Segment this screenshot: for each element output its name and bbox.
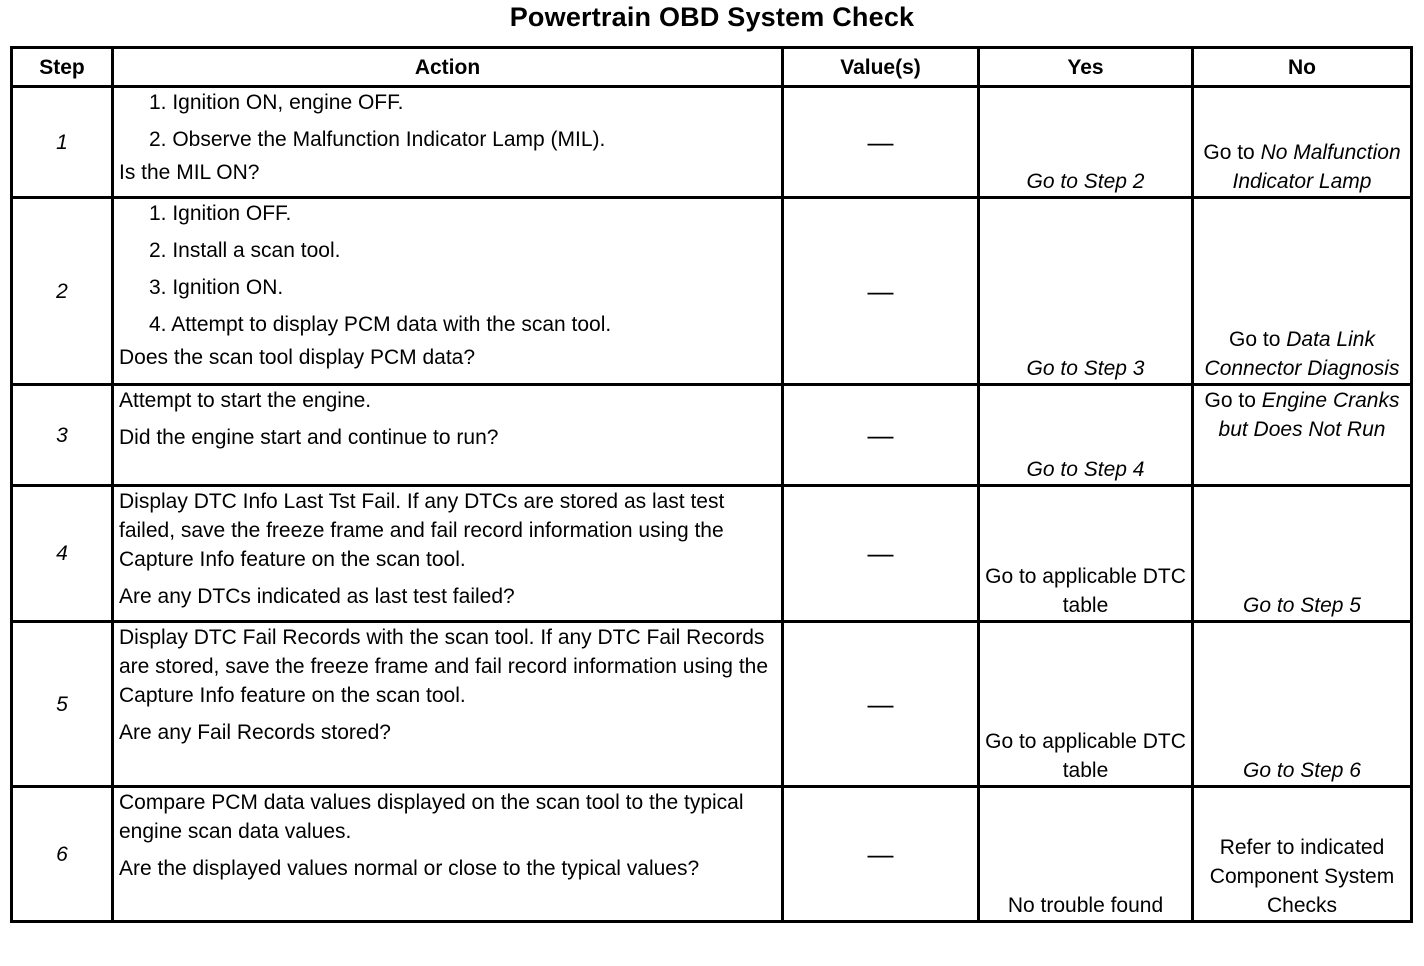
value-cell: — bbox=[783, 198, 979, 385]
action-question: Does the scan tool display PCM data? bbox=[119, 346, 476, 369]
action-item: 1. Ignition ON, engine OFF. bbox=[149, 91, 404, 114]
header-yes: Yes bbox=[979, 48, 1193, 87]
table-row bbox=[12, 198, 1412, 385]
table-row bbox=[12, 486, 1412, 622]
yes-cell bbox=[979, 787, 1193, 922]
value-cell: — bbox=[783, 787, 979, 922]
no-link[interactable]: Go to Step 5 bbox=[1243, 594, 1361, 617]
value-cell: — bbox=[783, 622, 979, 787]
table-row bbox=[12, 787, 1412, 922]
action-item: 3. Ignition ON. bbox=[149, 276, 284, 299]
step-number: 5 bbox=[12, 622, 113, 787]
table-row bbox=[12, 622, 1412, 787]
no-cell bbox=[1193, 787, 1412, 922]
table-row bbox=[12, 87, 1412, 198]
action-text: Display DTC Fail Records with the scan tool. If any DTC Fail Records are stored, save the freeze frame and fail record information using the Capture Info feature on the scan tool. bbox=[119, 626, 769, 707]
obd-check-table bbox=[10, 46, 1413, 923]
no-link[interactable]: Data Link Connector Diagnosis bbox=[1204, 328, 1400, 380]
yes-cell bbox=[979, 622, 1193, 787]
step-number: 6 bbox=[12, 787, 113, 922]
yes-cell bbox=[979, 486, 1193, 622]
step-number: 1 bbox=[12, 87, 113, 198]
action-cell bbox=[113, 385, 783, 486]
yes-link[interactable]: Go to applicable DTC table bbox=[985, 730, 1186, 782]
action-item: 4. Attempt to display PCM data with the scan tool. bbox=[149, 313, 612, 336]
action-cell bbox=[113, 787, 783, 922]
action-item: 1. Ignition OFF. bbox=[149, 202, 292, 225]
action-text: Compare PCM data values displayed on the scan tool to the typical engine scan data values. bbox=[119, 791, 744, 843]
no-prefix: Go to bbox=[1229, 328, 1287, 351]
value-cell: — bbox=[783, 87, 979, 198]
action-cell bbox=[113, 87, 783, 198]
no-cell bbox=[1193, 486, 1412, 622]
action-cell bbox=[113, 198, 783, 385]
action-question: Is the MIL ON? bbox=[119, 161, 260, 184]
header-row bbox=[12, 48, 1412, 87]
no-cell bbox=[1193, 385, 1412, 486]
yes-link[interactable]: Go to Step 3 bbox=[1026, 357, 1145, 380]
action-text: Display DTC Info Last Tst Fail. If any DTCs are stored as last test failed, save the freeze frame and fail record information using the Capture Info feature on the scan tool. bbox=[119, 490, 725, 571]
yes-cell bbox=[979, 385, 1193, 486]
step-number: 2 bbox=[12, 198, 113, 385]
no-prefix: Go to bbox=[1204, 389, 1262, 412]
action-cell bbox=[113, 486, 783, 622]
yes-link[interactable]: Go to Step 4 bbox=[1026, 458, 1145, 481]
action-cell bbox=[113, 622, 783, 787]
no-prefix: Go to bbox=[1203, 141, 1261, 164]
table-row bbox=[12, 385, 1412, 486]
header-value: Value(s) bbox=[783, 48, 979, 87]
action-item: 2. Observe the Malfunction Indicator Lamp (MIL). bbox=[149, 128, 606, 151]
value-cell: — bbox=[783, 486, 979, 622]
action-item: 2. Install a scan tool. bbox=[149, 239, 341, 262]
action-question: Are the displayed values normal or close to the typical values? bbox=[119, 857, 700, 880]
header-step: Step bbox=[12, 48, 113, 87]
yes-text: No trouble found bbox=[1007, 894, 1164, 917]
no-cell bbox=[1193, 198, 1412, 385]
yes-link[interactable]: Go to Step 2 bbox=[1026, 170, 1145, 193]
action-question: Did the engine start and continue to run? bbox=[119, 426, 499, 449]
no-link[interactable]: Refer to indicated Component System Checks bbox=[1209, 836, 1395, 917]
no-link[interactable]: Engine Cranks but Does Not Run bbox=[1218, 389, 1400, 441]
page-title: Powertrain OBD System Check bbox=[509, 2, 915, 32]
value-cell: — bbox=[783, 385, 979, 486]
no-cell bbox=[1193, 622, 1412, 787]
step-number: 3 bbox=[12, 385, 113, 486]
action-question: Are any DTCs indicated as last test failed? bbox=[119, 585, 515, 608]
no-link[interactable]: No Malfunction Indicator Lamp bbox=[1232, 141, 1401, 193]
yes-link[interactable]: Go to applicable DTC table bbox=[985, 565, 1186, 617]
no-cell bbox=[1193, 87, 1412, 198]
action-question: Are any Fail Records stored? bbox=[119, 721, 391, 744]
action-text: Attempt to start the engine. bbox=[119, 389, 372, 412]
yes-cell bbox=[979, 87, 1193, 198]
step-number: 4 bbox=[12, 486, 113, 622]
yes-cell bbox=[979, 198, 1193, 385]
header-action: Action bbox=[113, 48, 783, 87]
header-no: No bbox=[1193, 48, 1412, 87]
no-link[interactable]: Go to Step 6 bbox=[1243, 759, 1361, 782]
